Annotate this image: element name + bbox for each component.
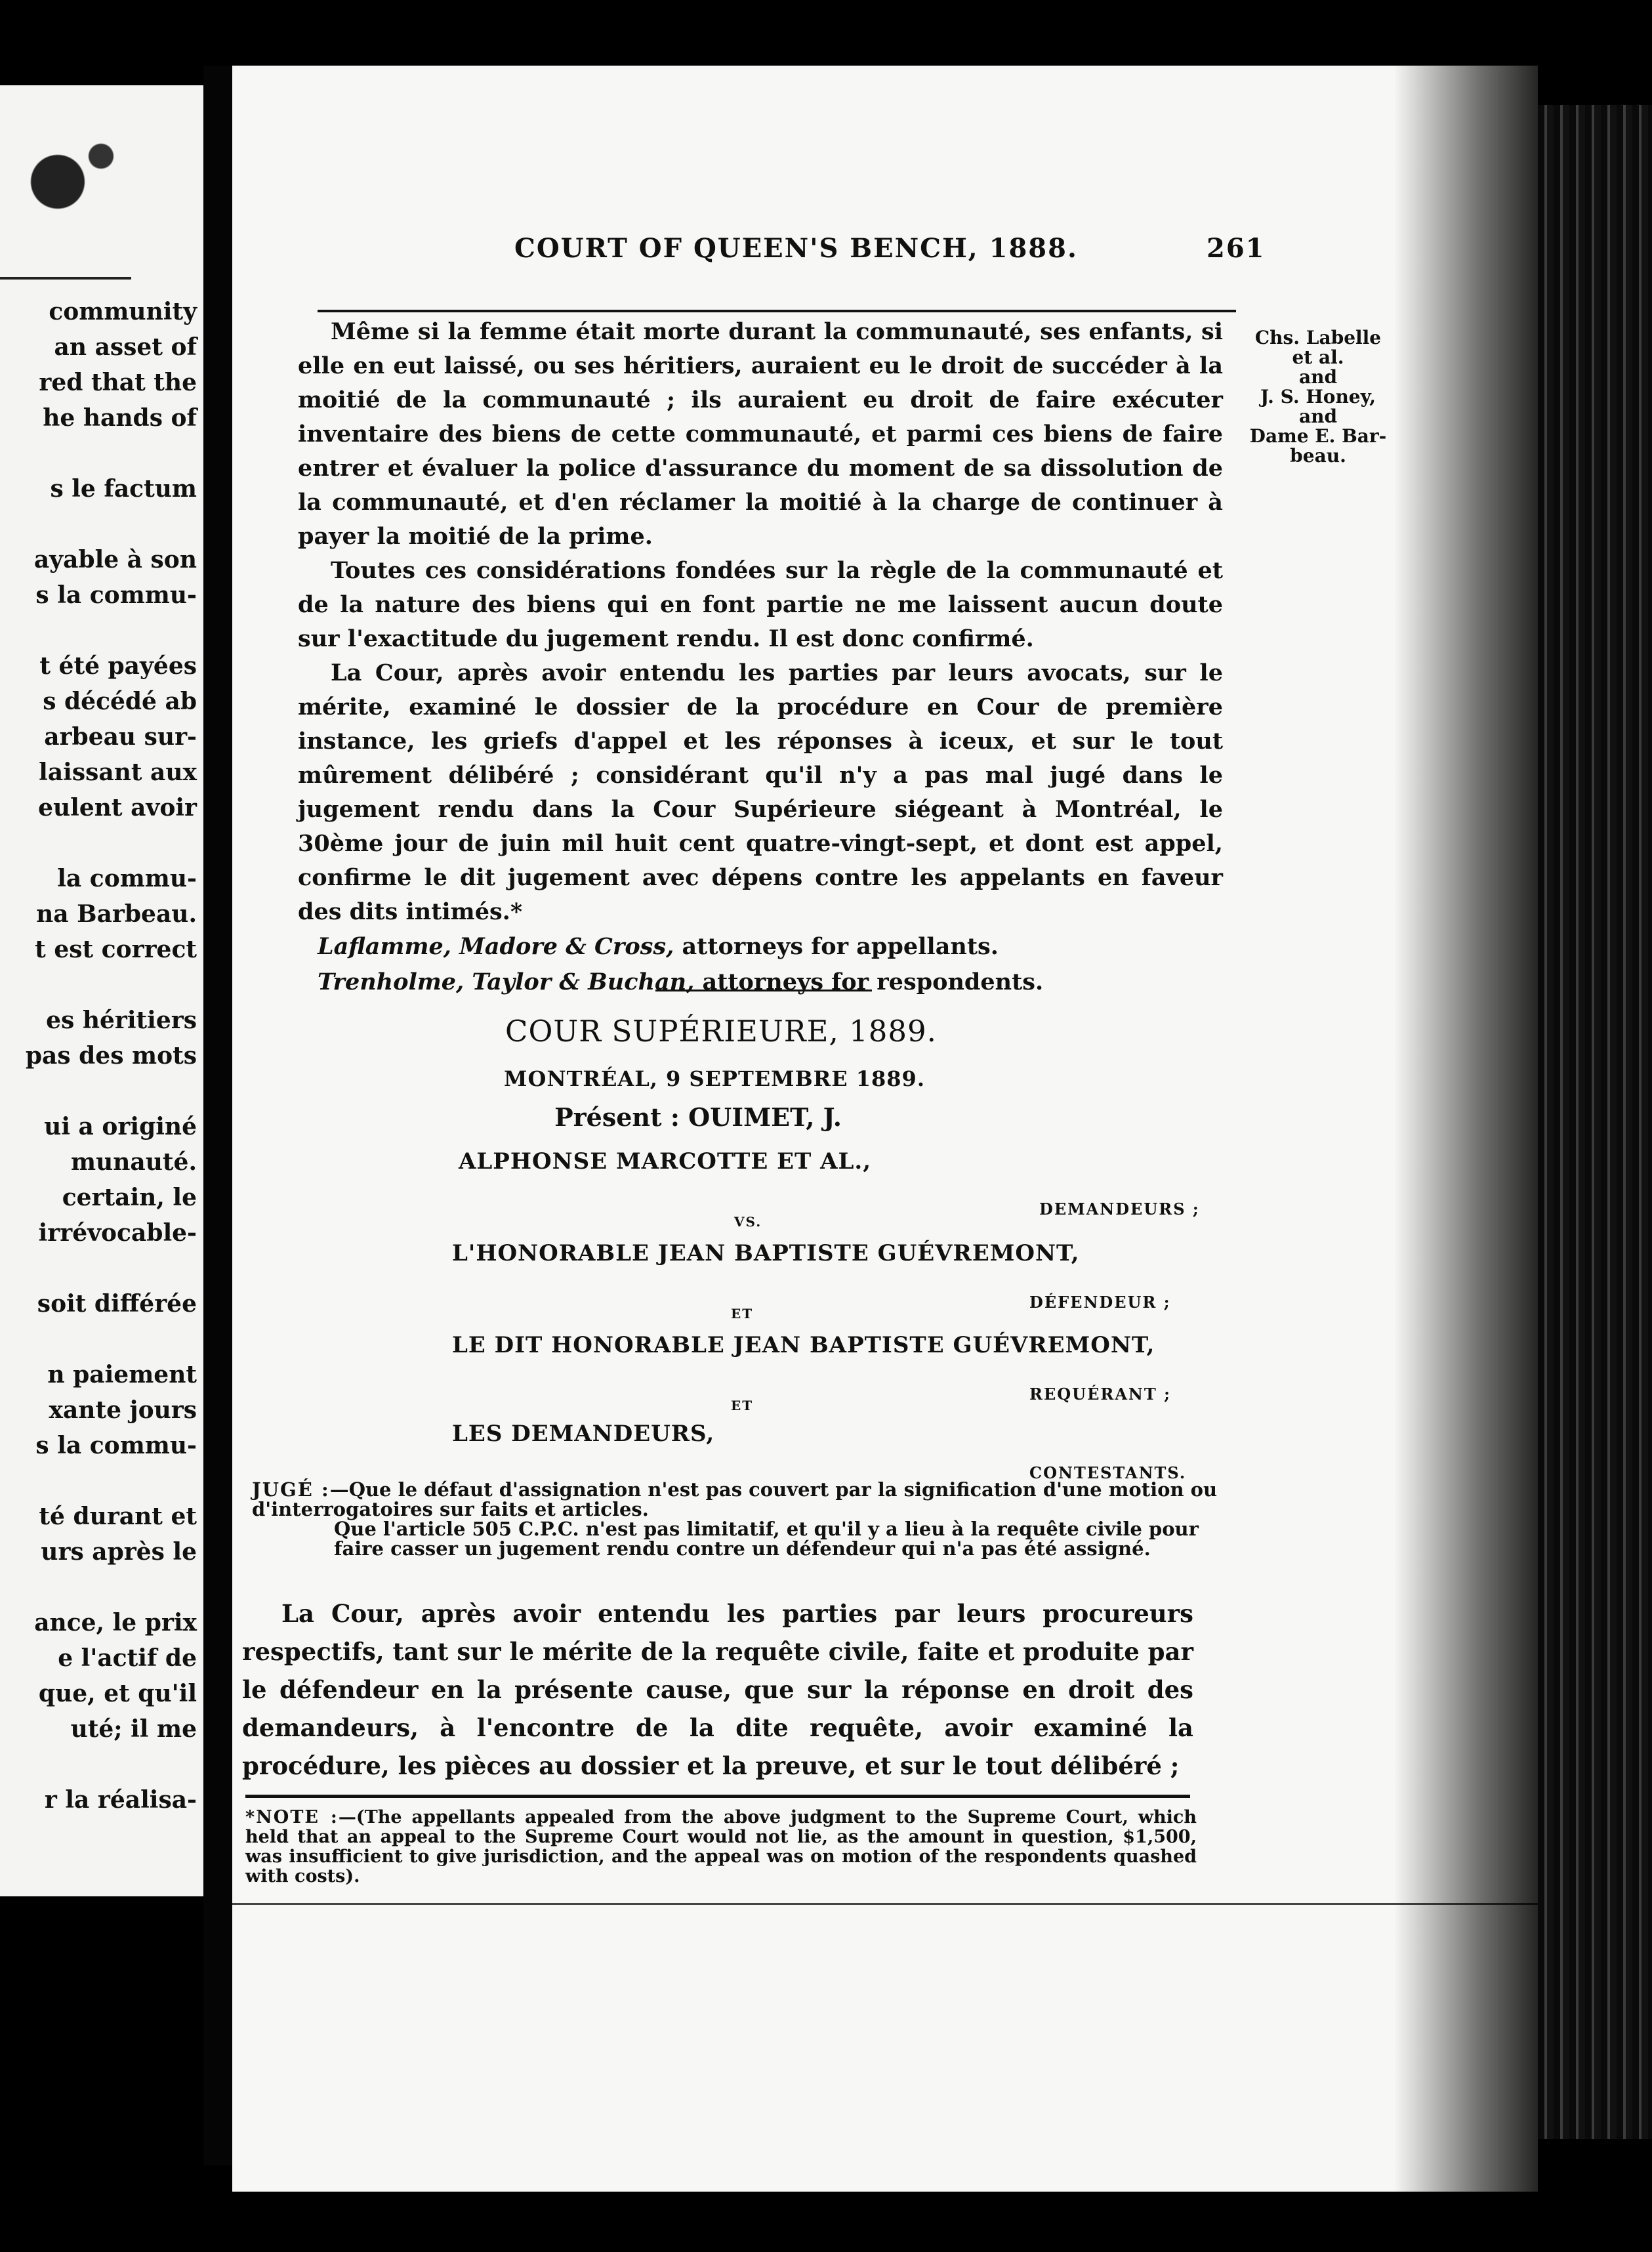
ornament-image (0, 105, 144, 276)
left-page-line: pas des mots (25, 1042, 197, 1070)
section-divider (655, 990, 872, 991)
left-page-line (0, 1747, 197, 1782)
page-binding-shadow (1394, 66, 1538, 2192)
left-page-line (0, 1570, 197, 1605)
party-petitioner: LE DIT HONORABLE JEAN BAPTISTE GUÉVREMONT, (452, 1332, 1155, 1358)
left-page-line: arbeau sur- (44, 723, 197, 751)
left-page-line (0, 1074, 197, 1109)
left-page-line: xante jours (49, 1396, 197, 1424)
headnote-text-1: —Que le défaut d'assignation n'est pas couvert par la signification d'une motion ou d'interrogatoires sur faits et articles. (252, 1478, 1218, 1520)
margin-note-line: beau. (1290, 445, 1346, 467)
margin-note-line: and (1298, 406, 1338, 427)
book-gutter (203, 66, 232, 2165)
left-page-line: laissant aux (39, 759, 197, 786)
left-page-line (0, 1251, 197, 1286)
party-defendant: L'HONORABLE JEAN BAPTISTE GUÉVREMONT, (452, 1240, 1080, 1266)
paragraph: Même si la femme était morte durant la communauté, ses enfants, si elle en eut laissé, ou ses héritiers, auraient eu le droit de succéder à la moitié de la communauté ; ils auraient eu droit de faire exécuter inventaire des biens de cette communauté, et parmi ces biens de faire entrer et évaluer la police d'assurance du moment de sa dissolution de la communauté, et d'en réclamer la moitié à la charge de continuer à payer la moitié de la prime. (298, 318, 1223, 550)
headnote-line (252, 1480, 1236, 1519)
left-page-line: ui a originé (44, 1113, 197, 1140)
left-page-line: soit différée (37, 1290, 197, 1318)
margin-note-line: and (1298, 366, 1338, 388)
running-title: COURT OF QUEEN'S BENCH, 1888. (514, 233, 1078, 264)
left-page-line: irrévocable- (38, 1219, 197, 1247)
footnote-rule (245, 1795, 1190, 1798)
paragraph: Toutes ces considérations fondées sur la règle de la communauté et de la nature des biens qui en font partie ne me laissent aucun doute sur l'exactitude du jugement rendu. Il est donc confirmé. (298, 557, 1223, 652)
conjunction-et: ET (731, 1398, 754, 1413)
headnote-text-2: Que l'article 505 C.P.C. n'est pas limitatif, et qu'il y a lieu à la requête civile pour faire casser un jugement rendu contre un défendeur qui n'a pas été assigné. (334, 1518, 1199, 1560)
headnote-label: JUGÉ : (252, 1478, 330, 1501)
left-page-line (0, 967, 197, 1003)
party-plaintiffs: ALPHONSE MARCOTTE ET AL., (459, 1148, 872, 1175)
left-page-line: s la commu- (35, 1432, 197, 1459)
left-page-line: na Barbeau. (36, 900, 197, 928)
left-page-line: he hands of (43, 404, 197, 432)
left-page-line (0, 1322, 197, 1357)
decision-text (242, 1595, 1193, 1785)
left-page-line: ayable à son (33, 546, 197, 573)
role-contestants: CONTESTANTS. (1029, 1463, 1187, 1482)
attorney-names: Trenholme, Taylor & Buchan, (318, 969, 695, 995)
left-page-line: urs après le (41, 1538, 197, 1566)
role-plaintiffs: DEMANDEURS ; (1039, 1199, 1200, 1219)
decision-paragraph: La Cour, après avoir entendu les parties par leurs procureurs respectifs, tant sur le mérite de la requête civile, faite et produite par le défendeur en la présente cause, que sur la réponse en droit des demandeurs, à l'encontre de la dite requête, avoir examiné la procédure, les pièces au dossier et la preuve, et sur le tout délibéré ; (242, 1599, 1193, 1780)
margin-note-line: et al. (1292, 346, 1344, 368)
left-page-line: red that the (39, 369, 197, 396)
left-page-line: an asset of (54, 333, 197, 361)
judge-present: Présent : OUIMET, J. (554, 1102, 842, 1132)
body-text (298, 315, 1223, 1000)
book-page-edges (1538, 105, 1652, 2139)
attorneys-appellants (298, 929, 1223, 965)
left-page-line (0, 507, 197, 542)
role-defendant: DÉFENDEUR ; (1029, 1293, 1171, 1312)
left-page-line: r la réalisa- (44, 1786, 197, 1814)
left-page-line: munauté. (70, 1148, 197, 1176)
headnote (252, 1480, 1236, 1558)
court-title: COUR SUPÉRIEURE, 1889. (505, 1014, 937, 1049)
attorney-names: Laflamme, Madore & Cross, (318, 933, 674, 960)
role-petitioner: REQUÉRANT ; (1029, 1385, 1171, 1404)
paragraph: La Cour, après avoir entendu les parties par leurs avocats, sur le mérite, examiné le dossier de la procédure en Cour de première instance, les griefs d'appel et les réponses à iceux, et sur le tout mûrement délibéré ; considérant qu'il n'y a pas mal jugé dans le jugement rendu dans la Cour Supérieure siégeant à Montréal, le 30ème jour de juin mil huit cent quatre-vingt-sept, et dont est appel, confirme le dit jugement avec dépens contre les appelants en faveur des dits intimés.* (298, 659, 1223, 925)
left-page-line: community (49, 298, 197, 325)
left-page-line: s le factum (50, 475, 197, 503)
footnote-label: *NOTE : (245, 1807, 339, 1827)
left-page-line (0, 613, 197, 648)
case-date: MONTRÉAL, 9 SEPTEMBRE 1889. (504, 1066, 925, 1091)
left-page-line: la commu- (57, 865, 197, 892)
margin-note-line: Dame E. Bar- (1249, 425, 1387, 447)
left-page-line: té durant et (39, 1503, 197, 1530)
margin-note-line: J. S. Honey, (1260, 386, 1376, 407)
left-facing-page (0, 85, 203, 1896)
left-page-line: e l'actif de (58, 1644, 197, 1672)
left-page-line: s décédé ab (43, 688, 197, 715)
left-page-rule (0, 277, 131, 280)
main-page (232, 66, 1538, 2192)
page-number: 261 (1207, 233, 1266, 264)
attorney-role: attorneys for respondents. (702, 969, 1044, 995)
left-page-line: certain, le (62, 1184, 197, 1211)
left-page-line (0, 825, 197, 861)
versus: VS. (734, 1214, 762, 1230)
margin-note (1236, 328, 1400, 466)
attorneys-respondents (298, 965, 1223, 1000)
left-page-line (0, 436, 197, 471)
left-page-line: eulent avoir (38, 794, 197, 822)
margin-note-line: Chs. Labelle (1254, 327, 1382, 348)
left-page-line: que, et qu'il (38, 1680, 197, 1707)
left-page-line: es héritiers (46, 1007, 197, 1034)
party-contestants: LES DEMANDEURS, (452, 1421, 715, 1447)
left-page-line: uté; il me (70, 1715, 197, 1743)
left-page-line: n paiement (47, 1361, 197, 1388)
left-page-line (0, 1463, 197, 1499)
header-rule (318, 310, 1236, 312)
footnote (245, 1808, 1197, 1887)
left-page-text (0, 294, 197, 1818)
left-page-line: t été payées (39, 652, 197, 680)
left-page-line: t est correct (35, 936, 197, 963)
footnote-text: —(The appellants appealed from the above judgment to the Supreme Court, which held that an appeal to the Supreme Court would not lie, as the amount in question, $1,500, was insufficient to give jurisdiction, and the appeal was on motion of the respondents quashed with costs). (245, 1807, 1197, 1887)
left-page-line: ance, le prix (34, 1609, 197, 1637)
attorney-role: attorneys for appellants. (682, 933, 999, 960)
conjunction-et: ET (731, 1306, 754, 1322)
left-page-line: s la commu- (35, 581, 197, 609)
page-bottom-rule (232, 1903, 1538, 1905)
